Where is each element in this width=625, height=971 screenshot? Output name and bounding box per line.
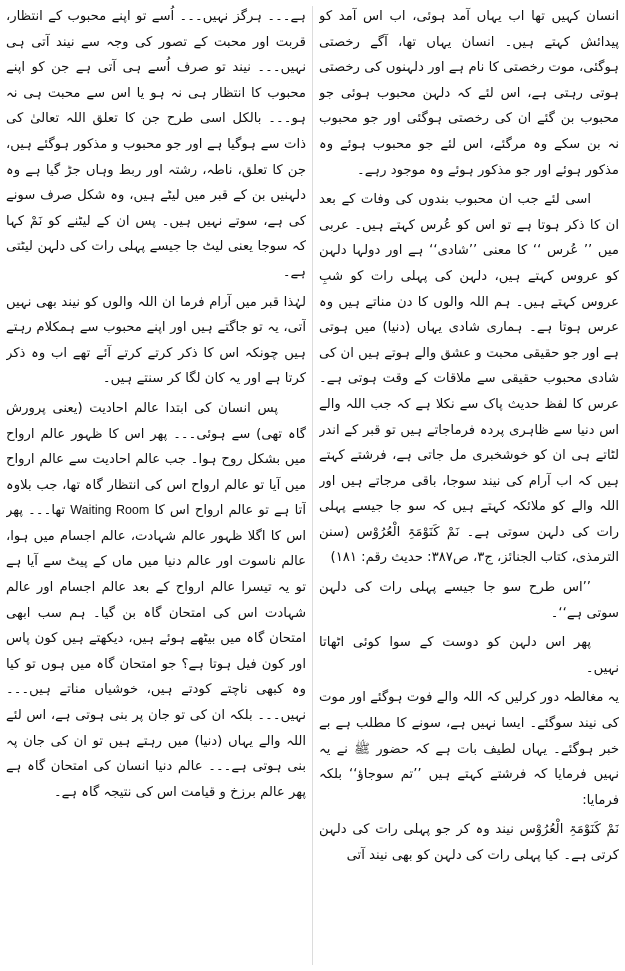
paragraph: انسان کہیں تھا اب یہاں آمد ہوئی، اب اس آمد کو پیدائش کہتے ہیں۔ انسان یہاں تھا، آگے رخصتی ہوگئی، موت رخصتی کا نام ہے اور دلہنوں کی رخصتی ہوتی رہتی ہے، اس لئے کہ دلہن محبوب ہوئی جو محبوب بن گئے ان کی رخصتی ہوگئی اور جو محبوب نہ بن سکے وہ مرگئے، اس لئے جو محبوب ہوئے وہ مذکور ہوئے اور جو مذکور ہوئے وہ موجود رہے۔ [319, 9, 619, 178]
paragraph: اسی لئے جب ان محبوب بندوں کی وفات کے بعد ان کا ذکر ہوتا ہے تو اس کو عُرس کہتے ہیں۔ عربی میں ’’ عُرس ‘‘ کا معنی ’’شادی‘‘ ہے اور دولہا دلہن کو عروس کہتے ہیں، دلہن کی پہلی رات کو شبِ عروس کہتے ہیں۔ ہم اللہ والوں کا دن مناتے ہیں وہ عرس ہوتا ہے۔ ہماری شادی یہاں (دنیا) میں ہوتی ہے اور جو حقیقی محبت و عشق والے ہوتے ہیں ان کی شادی محبوب حقیقی سے ملاقات کے وقت ہوتی ہے۔ عرس کا لفظ حدیث پاک سے نکلا ہے کہ جب اللہ والے اس دنیا سے ظاہری پردہ فرماجاتے ہیں تو قبر کے اندر لٹاتے ہی ان کو خوشخبری مل جاتی ہے، فرشتے کہتے ہیں کہ اب آرام کی نیند سوجا، باقی مرجاتے ہیں اور اللہ والے کو ملائکہ کہتے ہیں کہ سو جا جیسے پہلی رات کی دلہن سوتی ہے۔ نَمْ کَنَوْمَۃِ الْعُرُوْس (سنن الترمذی، کتاب الجنائز، ج۳، ص۳۸۷: حدیث رقم: ۱۸۱) [319, 192, 619, 566]
column-divider [312, 6, 313, 965]
paragraph: پھر اس دلہن کو دوست کے سوا کوئی اٹھاتا نہیں۔ [319, 635, 619, 676]
paragraph-text: پس انسان کی ابتدا عالم احادیت (یعنی پرورش گاہ تھی) سے ہوئی۔۔۔ پھر اس کا ظہور عالم ارواح میں بشکل روح ہوا۔ جب عالم احادیت سے عالم ارواح میں آیا تو عالم ارواح اس کی انتظار گاہ تھا، جب بلاوہ آتا ہے تو عالم ارواح اس کا [6, 400, 306, 519]
paragraph: یہ مغالطہ دور کرلیں کہ اللہ والے فوت ہوگئے اور موت کی نیند سوگئے۔ ایسا نہیں ہے، سونے کا مطلب ہے بے خبر ہوگئے۔ یہاں لطیف بات ہے کہ حضور ﷺ نے یہ نہیں فرمایا کہ فرشتے کہتے ہیں ’’تم سوجاؤ‘‘ بلکہ فرمایا: [319, 690, 619, 808]
paragraph [6, 396, 306, 806]
quote-paragraph: ’’اس طرح سو جا جیسے پہلی رات کی دلہن سوتی ہے‘‘۔ [319, 580, 619, 621]
text-column-right [319, 4, 619, 967]
text-column-left [6, 4, 306, 967]
english-term: Waiting Room [70, 503, 150, 518]
paragraph: نَمْ کَنَوْمَۃِ الْعُرُوْس نیند وہ کر جو پہلی رات کی دلہن کرتی ہے۔ کیا پہلی رات کی دلہن کو بھی نیند آتی [319, 822, 619, 863]
paragraph-text: تھا۔۔۔ پھر اس کا اگلا ظہور عالم شہادت، عالم اجسام میں ہوا، عالم ناسوت اور عالم دنیا میں ماں کے پیٹ سے آیا ہے تو یہ تیسرا عالم ارواح کے بعد عالم اجسام اور عالم شہادت اس کی امتحان گاہ بن گیا۔ ہم سب ابھی امتحان گاہ میں بیٹھے ہوئے ہیں، دیکھتے ہیں کون پاس اور کون فیل ہوتا ہے؟ جو امتحان گاہ میں ہوں تو کیا وہ کبھی ناچتے کودتے ہیں، خوشیاں مناتے ہیں۔۔۔ نہیں۔۔۔ بلکہ ان کی تو جان پر بنی ہوتی ہے، اس لئے اللہ والے یہاں (دنیا) میں رہتے ہیں تو ان کی جان پہ بنی ہوتی ہے۔۔۔ عالم دنیا انسان کی امتحان گاہ ہے پھر عالم برزخ و قیامت اس کی نتیجہ گاہ ہے۔ [6, 503, 306, 800]
paragraph: ہے۔۔۔ ہرگز نہیں۔۔۔ اُسے تو اپنے محبوب کے انتظار، قربت اور محبت کے تصور کی وجہ سے نیند آتی ہی نہیں۔۔۔ نیند تو صرف اُسے ہی آتی ہے جن کو اپنے محبوب کا انتظار ہی نہ ہو یا اس سے محبت ہی نہ ہو۔۔۔ بالکل اسی طرح جن کا تعلق اللہ تعالیٰ کی ذات سے ہوگیا ہے اور جو محبوب و مذکور ہوگئے ہیں، جن کا تعلق، ناطہ، رشتہ اور ربط وہاں جڑ گیا ہے وہ دلہنیں بن کے قبر میں لیٹے ہیں، وہ شکل صرف سونے کی ہے، سوتے نہیں ہیں۔ پس ان کے لیٹنے کو نَمْ کہا کہ سوجا یعنی لیٹ جا جیسے پہلی رات کی دلہن لیٹتی ہے۔ [6, 9, 306, 280]
paragraph: لہٰذا قبر میں آرام فرما ان اللہ والوں کو نیند بھی نہیں آتی، یہ تو جاگتے ہیں اور اپنے محبوب سے ہمکلام رہتے ہیں چونکہ اس کا ذکر کرتے کرتے آئے تھے اب وہ ذکر کرتا ہے اور یہ کان لگا کر سنتے ہیں۔ [6, 294, 306, 387]
